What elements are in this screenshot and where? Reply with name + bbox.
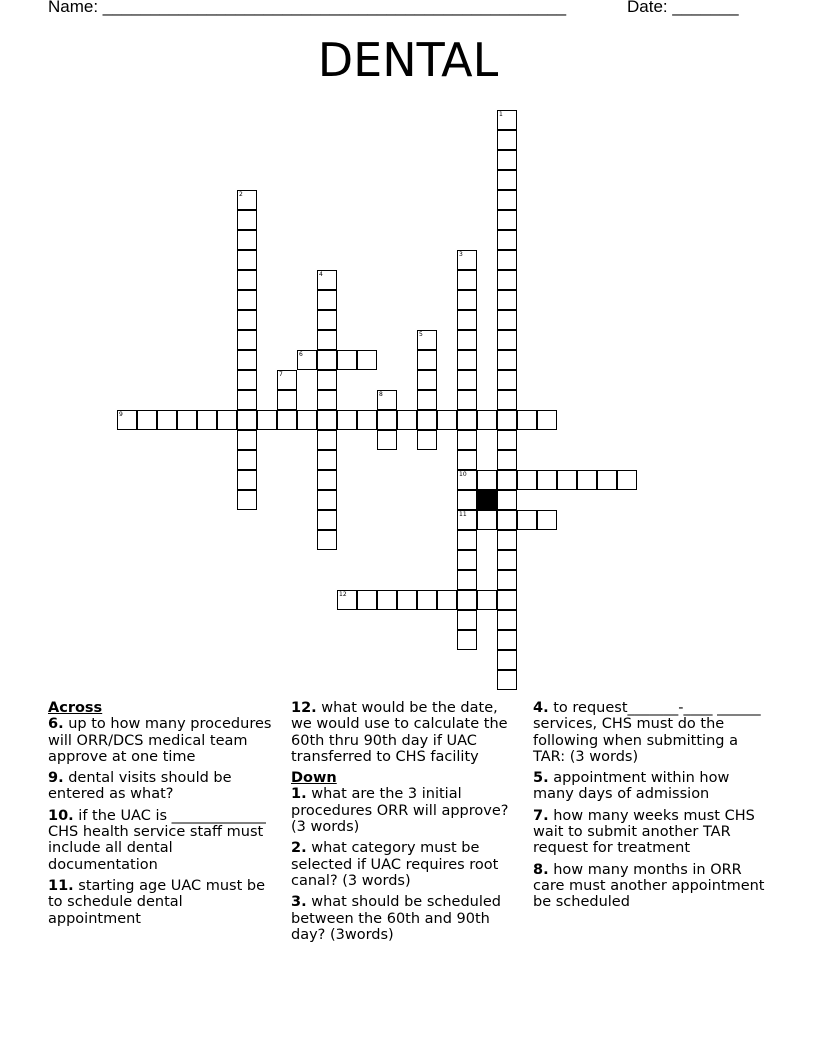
grid-cell[interactable] [317, 370, 337, 390]
cell-number: 6 [299, 351, 303, 358]
date-field-label: Date: _______ [627, 0, 739, 16]
grid-cell[interactable] [237, 430, 257, 450]
grid-cell[interactable] [237, 490, 257, 510]
grid-cell[interactable] [237, 470, 257, 490]
cell-number: 8 [379, 391, 383, 398]
grid-cell[interactable] [497, 230, 517, 250]
grid-cell[interactable] [237, 410, 257, 430]
down-clue-8 [533, 862, 768, 911]
cell-number: 10 [459, 471, 467, 478]
grid-cell[interactable] [537, 470, 557, 490]
grid-cell[interactable] [277, 390, 297, 410]
grid-cell[interactable] [317, 390, 337, 410]
grid-cell[interactable] [497, 490, 517, 510]
clue-number: 7. [533, 807, 549, 824]
grid-cell[interactable] [357, 410, 377, 430]
clue-text: how many months in ORR care must another appointment be scheduled [533, 861, 765, 911]
across-clue-11 [48, 878, 273, 927]
grid-cell[interactable] [497, 650, 517, 670]
grid-cell[interactable] [497, 170, 517, 190]
grid-cell[interactable] [317, 430, 337, 450]
grid-cell[interactable] [297, 410, 317, 430]
grid-cell[interactable] [117, 410, 137, 430]
cell-number: 1 [499, 111, 503, 118]
grid-cell[interactable] [137, 410, 157, 430]
grid-cell[interactable] [457, 510, 477, 530]
cell-number: 3 [459, 251, 463, 258]
grid-cell[interactable] [457, 410, 477, 430]
clue-number: 12. [291, 700, 317, 716]
cell-number: 9 [119, 411, 123, 418]
grid-cell[interactable] [457, 630, 477, 650]
grid-cell[interactable] [417, 410, 437, 430]
grid-cell[interactable] [397, 590, 417, 610]
clue-number: 1. [291, 786, 307, 803]
grid-cell[interactable] [237, 450, 257, 470]
clue-text: starting age UAC must be to schedule dental appointment [48, 877, 266, 927]
grid-cell[interactable] [497, 330, 517, 350]
down-clue-4 [533, 700, 768, 765]
grid-cell[interactable] [437, 590, 457, 610]
grid-cell[interactable] [377, 430, 397, 450]
grid-cell[interactable] [497, 190, 517, 210]
grid-cell[interactable] [497, 630, 517, 650]
grid-cell[interactable] [477, 590, 497, 610]
grid-cell[interactable] [457, 370, 477, 390]
grid-cell[interactable] [497, 450, 517, 470]
grid-cell[interactable] [497, 550, 517, 570]
black-cell [477, 490, 497, 510]
grid-cell[interactable] [237, 350, 257, 370]
grid-cell[interactable] [237, 330, 257, 350]
grid-cell[interactable] [617, 470, 637, 490]
grid-cell[interactable] [457, 610, 477, 630]
grid-cell[interactable] [497, 110, 517, 130]
grid-cell[interactable] [277, 370, 297, 390]
grid-cell[interactable] [457, 470, 477, 490]
grid-cell[interactable] [457, 390, 477, 410]
clue-text: what category must be selected if UAC requires root canal? (3 words) [291, 840, 499, 889]
grid-cell[interactable] [237, 210, 257, 230]
grid-cell[interactable] [517, 410, 537, 430]
grid-cell[interactable] [457, 310, 477, 330]
grid-cell[interactable] [317, 470, 337, 490]
grid-cell[interactable] [497, 310, 517, 330]
grid-cell[interactable] [497, 370, 517, 390]
grid-cell[interactable] [497, 430, 517, 450]
grid-cell[interactable] [457, 430, 477, 450]
clue-text: appointment within how many days of admission [533, 770, 730, 803]
grid-cell[interactable] [357, 350, 377, 370]
grid-cell[interactable] [477, 510, 497, 530]
clue-column-3 [533, 700, 768, 916]
grid-cell[interactable] [497, 250, 517, 270]
grid-cell[interactable] [417, 590, 437, 610]
grid-cell[interactable] [377, 410, 397, 430]
grid-cell[interactable] [537, 510, 557, 530]
clue-text: what are the 3 initial procedures ORR will approve? (3 words) [291, 786, 509, 836]
grid-cell[interactable] [417, 330, 437, 350]
down-clue-2 [291, 840, 521, 889]
grid-cell[interactable] [417, 350, 437, 370]
grid-cell[interactable] [457, 450, 477, 470]
clue-text: what would be the date, we would use to calculate the 60th thru 90th day if UAC transferred to CHS facility [291, 700, 508, 765]
grid-cell[interactable] [337, 350, 357, 370]
clue-number: 3. [291, 894, 307, 911]
cell-number: 4 [319, 271, 323, 278]
grid-cell[interactable] [397, 410, 417, 430]
grid-cell[interactable] [417, 430, 437, 450]
grid-cell[interactable] [237, 250, 257, 270]
grid-cell[interactable] [237, 290, 257, 310]
grid-cell[interactable] [517, 470, 537, 490]
across-clue-10 [48, 808, 273, 873]
grid-cell[interactable] [317, 350, 337, 370]
grid-cell[interactable] [597, 470, 617, 490]
grid-cell[interactable] [377, 390, 397, 410]
grid-cell[interactable] [497, 290, 517, 310]
cell-number: 7 [279, 371, 283, 378]
grid-cell[interactable] [237, 370, 257, 390]
clue-number: 11. [48, 877, 74, 894]
clue-text: how many weeks must CHS wait to submit another TAR request for treatment [533, 807, 755, 857]
across-clue-12 [291, 700, 521, 765]
grid-cell[interactable] [157, 410, 177, 430]
grid-cell[interactable] [317, 310, 337, 330]
clue-text: if the UAC is _____________ CHS health service staff must include all dental documentation [48, 807, 266, 873]
grid-cell[interactable] [317, 510, 337, 530]
grid-cell[interactable] [457, 350, 477, 370]
grid-cell[interactable] [457, 270, 477, 290]
grid-cell[interactable] [517, 510, 537, 530]
grid-cell[interactable] [417, 390, 437, 410]
down-clue-7 [533, 808, 768, 857]
grid-cell[interactable] [197, 410, 217, 430]
grid-cell[interactable] [317, 270, 337, 290]
grid-cell[interactable] [237, 230, 257, 250]
grid-cell[interactable] [457, 590, 477, 610]
grid-cell[interactable] [557, 470, 577, 490]
name-field-label: Name: _________________________________________________ [48, 0, 567, 16]
grid-cell[interactable] [277, 410, 297, 430]
grid-cell[interactable] [577, 470, 597, 490]
down-heading: Down [291, 770, 337, 787]
clue-text: what should be scheduled between the 60th and 90th day? (3words) [291, 894, 502, 943]
grid-cell[interactable] [377, 590, 397, 610]
clue-column-2 [291, 700, 521, 948]
grid-cell[interactable] [457, 490, 477, 510]
grid-cell[interactable] [497, 510, 517, 530]
clue-number: 5. [533, 770, 549, 787]
down-clue-1 [291, 786, 521, 835]
clue-text: dental visits should be entered as what? [48, 770, 232, 803]
grid-cell[interactable] [497, 350, 517, 370]
grid-cell[interactable] [237, 390, 257, 410]
grid-cell[interactable] [297, 350, 317, 370]
grid-cell[interactable] [457, 570, 477, 590]
grid-cell[interactable] [317, 530, 337, 550]
grid-cell[interactable] [317, 410, 337, 430]
grid-cell[interactable] [257, 410, 277, 430]
cell-number: 5 [419, 331, 423, 338]
across-clue-9 [48, 770, 273, 803]
clue-number: 4. [533, 700, 549, 716]
grid-cell[interactable] [317, 290, 337, 310]
grid-cell[interactable] [457, 330, 477, 350]
grid-cell[interactable] [417, 370, 437, 390]
grid-cell[interactable] [337, 590, 357, 610]
grid-cell[interactable] [457, 250, 477, 270]
puzzle-title: DENTAL [317, 33, 499, 87]
clue-number: 8. [533, 861, 549, 878]
grid-cell[interactable] [177, 410, 197, 430]
grid-cell[interactable] [317, 330, 337, 350]
grid-cell[interactable] [457, 290, 477, 310]
grid-cell[interactable] [497, 530, 517, 550]
grid-cell[interactable] [497, 130, 517, 150]
grid-cell[interactable] [497, 570, 517, 590]
grid-cell[interactable] [457, 550, 477, 570]
down-clue-3 [291, 894, 521, 943]
clue-number: 9. [48, 770, 64, 787]
across-clue-6 [48, 716, 273, 765]
grid-cell[interactable] [497, 610, 517, 630]
grid-cell[interactable] [457, 530, 477, 550]
cell-number: 2 [239, 191, 243, 198]
grid-cell[interactable] [237, 190, 257, 210]
grid-cell[interactable] [317, 490, 337, 510]
grid-cell[interactable] [497, 210, 517, 230]
grid-cell[interactable] [497, 670, 517, 690]
clue-number: 10. [48, 807, 74, 824]
clue-number: 6. [48, 716, 64, 733]
clue-number: 2. [291, 840, 307, 857]
cell-number: 11 [459, 511, 467, 518]
grid-cell[interactable] [497, 150, 517, 170]
grid-cell[interactable] [497, 270, 517, 290]
grid-cell[interactable] [497, 590, 517, 610]
down-clue-5 [533, 770, 768, 803]
grid-cell[interactable] [437, 410, 457, 430]
clue-column-1 [48, 700, 273, 932]
grid-cell[interactable] [537, 410, 557, 430]
grid-cell[interactable] [237, 310, 257, 330]
grid-cell[interactable] [497, 410, 517, 430]
grid-cell[interactable] [497, 390, 517, 410]
across-heading: Across [48, 700, 103, 716]
grid-cell[interactable] [357, 590, 377, 610]
grid-cell[interactable] [477, 470, 497, 490]
clue-text: up to how many procedures will ORR/DCS medical team approve at one time [48, 716, 272, 765]
grid-cell[interactable] [237, 270, 257, 290]
grid-cell[interactable] [477, 410, 497, 430]
grid-cell[interactable] [497, 470, 517, 490]
grid-cell[interactable] [217, 410, 237, 430]
clue-text: to request_______-____ ______ services, CHS must do the following when submitting a TAR: (3 words) [533, 700, 761, 765]
grid-cell[interactable] [317, 450, 337, 470]
grid-cell[interactable] [337, 410, 357, 430]
cell-number: 12 [339, 591, 347, 598]
